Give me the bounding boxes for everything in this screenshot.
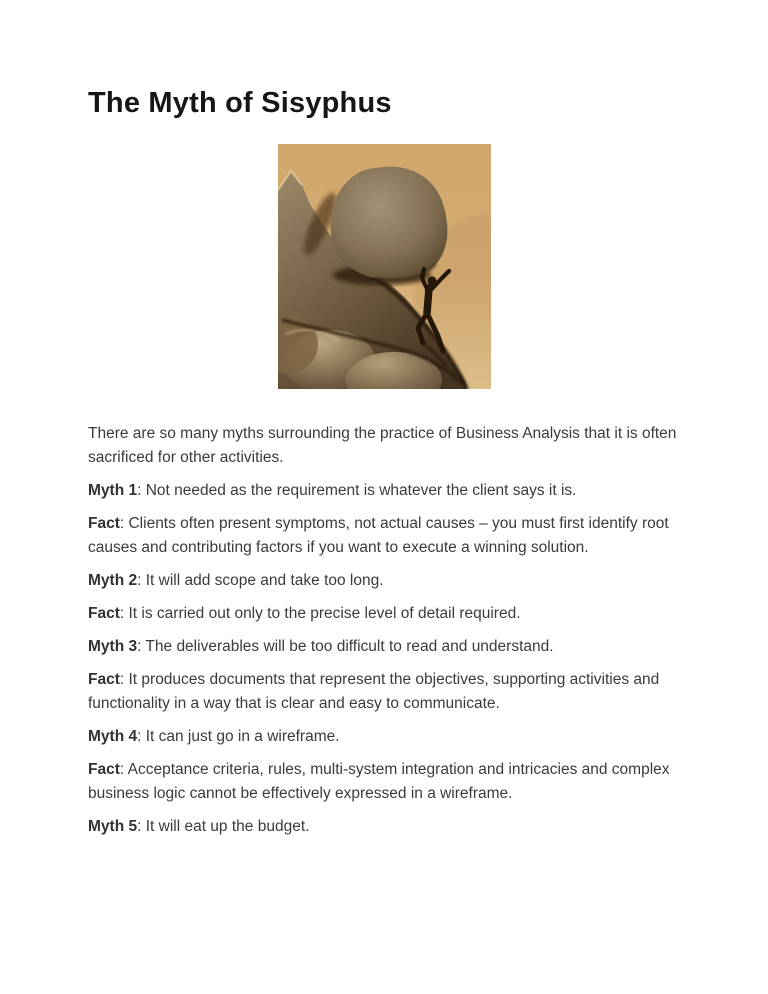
myth-2-label: Myth 2 xyxy=(88,572,138,589)
myth-1-label: Myth 1 xyxy=(88,482,138,499)
paragraph-text: : The deliverables will be too difficult to read and understand. xyxy=(137,638,554,655)
fact-1-label: Fact xyxy=(88,515,120,532)
fact-4-label: Fact xyxy=(88,761,120,778)
paragraph-myth-2 xyxy=(88,569,680,593)
sisyphus-illustration xyxy=(278,144,491,389)
myth-3-label: Myth 3 xyxy=(88,638,138,655)
paragraph-myth-1 xyxy=(88,479,680,503)
paragraph-fact-2 xyxy=(88,602,680,626)
paragraph-text: : Clients often present symptoms, not actual causes – you must first identify root causes and contributing factors if you want to execute a winning solution. xyxy=(88,515,669,556)
paragraph-myth-4 xyxy=(88,725,680,749)
paragraph-fact-4 xyxy=(88,758,680,806)
paragraph-text: : It produces documents that represent the objectives, supporting activities and functionality in a way that is clear and easy to communicate. xyxy=(88,671,660,712)
document-body xyxy=(88,422,680,839)
paragraph-text: : Not needed as the requirement is whatever the client says it is. xyxy=(137,482,577,499)
paragraph-text: : Acceptance criteria, rules, multi-system integration and intricacies and complex business logic cannot be effectively expressed in a wireframe. xyxy=(88,761,670,802)
paragraph-myth-5 xyxy=(88,815,680,839)
paragraph-myth-3 xyxy=(88,635,680,659)
paragraph-text: : It can just go in a wireframe. xyxy=(137,728,340,745)
page-title: The Myth of Sisyphus xyxy=(88,87,392,119)
fact-3-label: Fact xyxy=(88,671,120,688)
sisyphus-image xyxy=(278,144,491,389)
silhouette-head xyxy=(427,276,436,285)
boulder-grain xyxy=(330,167,447,280)
myth-4-label: Myth 4 xyxy=(88,728,138,745)
myth-5-label: Myth 5 xyxy=(88,818,138,835)
paragraph-text: There are so many myths surrounding the practice of Business Analysis that it is often sacrificed for other activities. xyxy=(88,425,677,466)
paragraph-text: : It will eat up the budget. xyxy=(137,818,310,835)
paragraph-text: : It is carried out only to the precise level of detail required. xyxy=(119,605,521,622)
paragraph-text: : It will add scope and take too long. xyxy=(137,572,384,589)
paragraph-fact-1 xyxy=(88,512,680,560)
paragraph-fact-3 xyxy=(88,668,680,716)
fact-2-label: Fact xyxy=(88,605,120,622)
paragraph-intro xyxy=(88,422,680,470)
